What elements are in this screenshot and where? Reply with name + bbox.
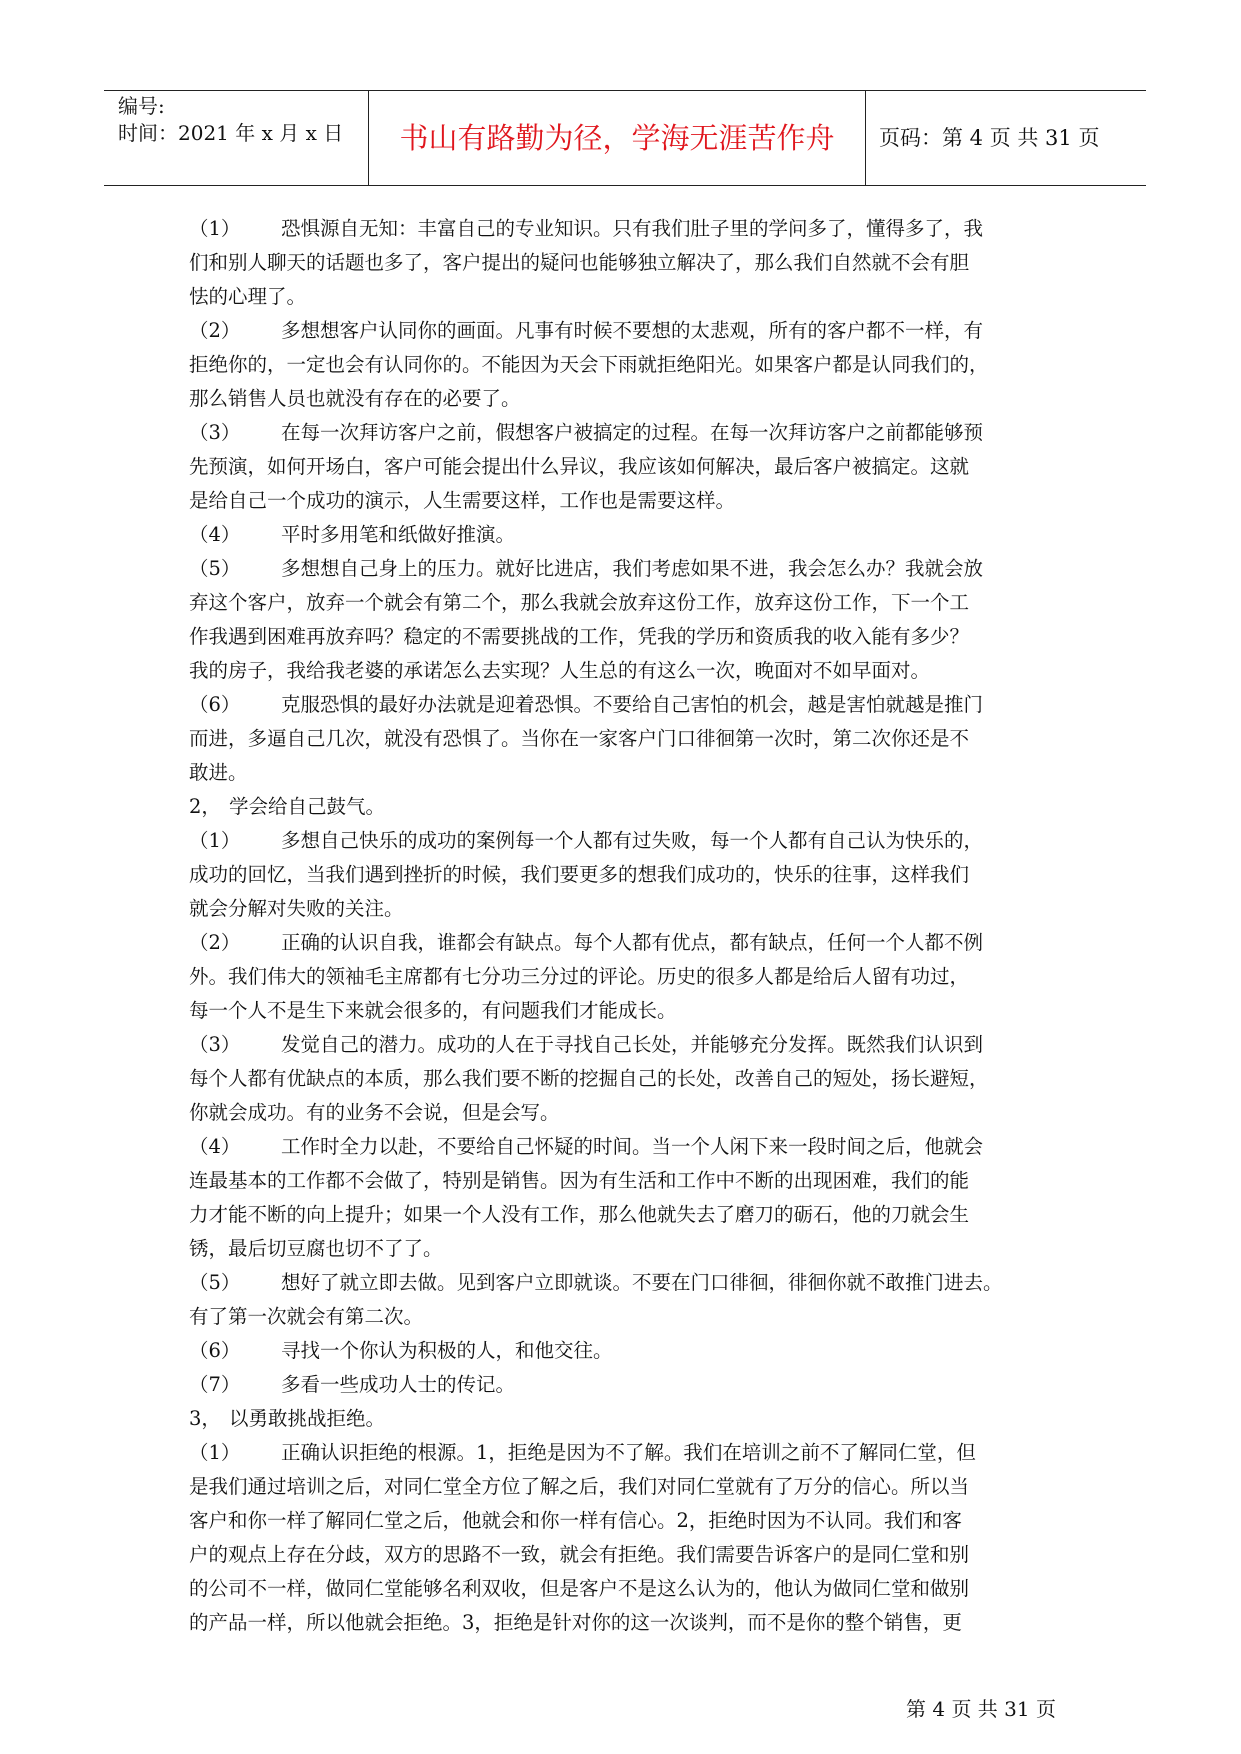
item-number: （4） bbox=[189, 1135, 241, 1158]
item-number: （1） bbox=[189, 829, 241, 852]
paragraph-text: 的公司不一样，做同仁堂能够名利双收，但是客户不是这么认为的，他认为做同仁堂和做别 bbox=[189, 1577, 970, 1600]
paragraph-text: 们和别人聊天的话题也多了，客户提出的疑问也能够独立解决了，那么我们自然就不会有胆 bbox=[189, 251, 970, 274]
text-line bbox=[189, 790, 1061, 824]
text-line bbox=[189, 994, 1061, 1028]
paragraph-text: 而进，多逼自己几次，就没有恐惧了。当你在一家客户门口徘徊第一次时，第二次你还是不 bbox=[189, 727, 970, 750]
header-motto-cell bbox=[368, 91, 866, 185]
document-header bbox=[104, 90, 1146, 186]
paragraph-text: 拒绝你的，一定也会有认同你的。不能因为天会下雨就拒绝阳光。如果客户都是认同我们的， bbox=[189, 353, 989, 376]
text-line bbox=[189, 926, 1061, 960]
text-line bbox=[189, 1096, 1061, 1130]
text-line bbox=[189, 1334, 1061, 1368]
paragraph-text: 就会分解对失败的关注。 bbox=[189, 897, 404, 920]
paragraph-text: 户的观点上存在分歧，双方的思路不一致，就会有拒绝。我们需要告诉客户的是同仁堂和别 bbox=[189, 1543, 970, 1566]
paragraph-text: 力才能不断的向上提升；如果一个人没有工作，那么他就失去了磨刀的砺石，他的刀就会生 bbox=[189, 1203, 970, 1226]
paragraph-text: 你就会成功。有的业务不会说，但是会写。 bbox=[189, 1101, 560, 1124]
paragraph-text: 正确认识拒绝的根源。1，拒绝是因为不了解。我们在培训之前不了解同仁堂，但 bbox=[281, 1441, 976, 1464]
text-line bbox=[189, 1198, 1061, 1232]
paragraph-text: 我的房子，我给我老婆的承诺怎么去实现？人生总的有这么一次，晚面对不如早面对。 bbox=[189, 659, 931, 682]
paragraph-text: 在每一次拜访客户之前，假想客户被搞定的过程。在每一次拜访客户之前都能够预 bbox=[281, 421, 984, 444]
item-number: （7） bbox=[189, 1373, 241, 1396]
text-line bbox=[189, 552, 1061, 586]
paragraph-text: 寻找一个你认为积极的人，和他交往。 bbox=[281, 1339, 613, 1362]
paragraph-text: 多想想自己身上的压力。就好比进店，我们考虑如果不进，我会怎么办？我就会放 bbox=[281, 557, 984, 580]
item-number: （4） bbox=[189, 523, 241, 546]
paragraph-text: 每个人都有优缺点的本质，那么我们要不断的挖掘自己的长处，改善自己的短处，扬长避短， bbox=[189, 1067, 989, 1090]
header-motto: 书山有路勤为径，学海无涯苦作舟 bbox=[399, 121, 835, 155]
text-line bbox=[189, 1062, 1061, 1096]
paragraph-text: 成功的回忆，当我们遇到挫折的时候，我们要更多的想我们成功的，快乐的往事，这样我们 bbox=[189, 863, 970, 886]
paragraph-text: 克服恐惧的最好办法就是迎着恐惧。不要给自己害怕的机会，越是害怕就越是推门 bbox=[281, 693, 984, 716]
paragraph-text: 是我们通过培训之后，对同仁堂全方位了解之后，我们对同仁堂就有了万分的信心。所以当 bbox=[189, 1475, 970, 1498]
paragraph-text: 那么销售人员也就没有存在的必要了。 bbox=[189, 387, 521, 410]
text-line bbox=[189, 212, 1061, 246]
text-line bbox=[189, 722, 1061, 756]
paragraph-text: 先预演，如何开场白，客户可能会提出什么异议，我应该如何解决，最后客户被搞定。这就 bbox=[189, 455, 970, 478]
text-line bbox=[189, 756, 1061, 790]
text-line bbox=[189, 1232, 1061, 1266]
document-body bbox=[189, 212, 1061, 1640]
doc-time-label: 时间：2021 年 x 月 x 日 bbox=[118, 121, 344, 145]
text-line bbox=[189, 1504, 1061, 1538]
paragraph-text: 发觉自己的潜力。成功的人在于寻找自己长处，并能够充分发挥。既然我们认识到 bbox=[281, 1033, 984, 1056]
paragraph-text: 正确的认识自我，谁都会有缺点。每个人都有优点，都有缺点，任何一个人都不例 bbox=[281, 931, 984, 954]
text-line bbox=[189, 1436, 1061, 1470]
paragraph-text: 客户和你一样了解同仁堂之后，他就会和你一样有信心。2，拒绝时因为不认同。我们和客 bbox=[189, 1509, 962, 1532]
text-line bbox=[189, 280, 1061, 314]
text-line bbox=[189, 586, 1061, 620]
text-line bbox=[189, 1266, 1061, 1300]
text-line bbox=[189, 1164, 1061, 1198]
section-number: 3， bbox=[189, 1407, 221, 1430]
section-number: 2， bbox=[189, 795, 221, 818]
text-line bbox=[189, 518, 1061, 552]
text-line bbox=[189, 960, 1061, 994]
text-line bbox=[189, 1572, 1061, 1606]
text-line bbox=[189, 1130, 1061, 1164]
text-line bbox=[189, 892, 1061, 926]
paragraph-text: 每一个人不是生下来就会很多的，有问题我们才能成长。 bbox=[189, 999, 677, 1022]
item-number: （2） bbox=[189, 319, 241, 342]
paragraph-text: 连最基本的工作都不会做了，特别是销售。因为有生活和工作中不断的出现困难，我们的能 bbox=[189, 1169, 970, 1192]
paragraph-text: 多想自己快乐的成功的案例每一个人都有过失败，每一个人都有自己认为快乐的， bbox=[281, 829, 984, 852]
page-footer: 第 4 页 共 31 页 bbox=[906, 1697, 1056, 1721]
paragraph-text: 怯的心理了。 bbox=[189, 285, 307, 308]
header-page-label: 页码：第 4 页 共 31 页 bbox=[879, 126, 1100, 150]
text-line bbox=[189, 416, 1061, 450]
paragraph-text: 作我遇到困难再放弃吗？稳定的不需要挑战的工作，凭我的学历和资质我的收入能有多少？ bbox=[189, 625, 970, 648]
item-number: （1） bbox=[189, 217, 241, 240]
paragraph-text: 多想想客户认同你的画面。凡事有时候不要想的太悲观，所有的客户都不一样，有 bbox=[281, 319, 984, 342]
paragraph-text: 有了第一次就会有第二次。 bbox=[189, 1305, 424, 1328]
text-line bbox=[189, 620, 1061, 654]
paragraph-text: 弃这个客户，放弃一个就会有第二个，那么我就会放弃这份工作，放弃这份工作，下一个工 bbox=[189, 591, 970, 614]
paragraph-text: 多看一些成功人士的传记。 bbox=[281, 1373, 516, 1396]
text-line bbox=[189, 246, 1061, 280]
text-line bbox=[189, 858, 1061, 892]
text-line bbox=[189, 314, 1061, 348]
paragraph-text: 平时多用笔和纸做好推演。 bbox=[281, 523, 516, 546]
text-line bbox=[189, 1028, 1061, 1062]
item-number: （3） bbox=[189, 421, 241, 444]
text-line bbox=[189, 688, 1061, 722]
paragraph-text: 的产品一样，所以他就会拒绝。3，拒绝是针对你的这一次谈判，而不是你的整个销售，更 bbox=[189, 1611, 962, 1634]
text-line bbox=[189, 484, 1061, 518]
text-line bbox=[189, 824, 1061, 858]
text-line bbox=[189, 450, 1061, 484]
text-line bbox=[189, 1606, 1061, 1640]
text-line bbox=[189, 654, 1061, 688]
text-line bbox=[189, 1402, 1061, 1436]
text-line bbox=[189, 1300, 1061, 1334]
doc-number-label: 编号: bbox=[118, 94, 165, 118]
item-number: （5） bbox=[189, 1271, 241, 1294]
item-number: （6） bbox=[189, 693, 241, 716]
section-heading: 学会给自己鼓气。 bbox=[229, 795, 386, 818]
item-number: （5） bbox=[189, 557, 241, 580]
header-meta-cell bbox=[104, 91, 368, 185]
text-line bbox=[189, 1368, 1061, 1402]
text-line bbox=[189, 382, 1061, 416]
text-line bbox=[189, 348, 1061, 382]
paragraph-text: 恐惧源自无知：丰富自己的专业知识。只有我们肚子里的学问多了，懂得多了，我 bbox=[281, 217, 984, 240]
paragraph-text: 敢进。 bbox=[189, 761, 248, 784]
paragraph-text: 外。我们伟大的领袖毛主席都有七分功三分过的评论。历史的很多人都是给后人留有功过， bbox=[189, 965, 970, 988]
item-number: （1） bbox=[189, 1441, 241, 1464]
item-number: （2） bbox=[189, 931, 241, 954]
item-number: （6） bbox=[189, 1339, 241, 1362]
paragraph-text: 是给自己一个成功的演示，人生需要这样，工作也是需要这样。 bbox=[189, 489, 736, 512]
item-number: （3） bbox=[189, 1033, 241, 1056]
text-line bbox=[189, 1538, 1061, 1572]
paragraph-text: 锈，最后切豆腐也切不了了。 bbox=[189, 1237, 443, 1260]
header-page-cell bbox=[865, 91, 1146, 185]
section-heading: 以勇敢挑战拒绝。 bbox=[229, 1407, 386, 1430]
paragraph-text: 工作时全力以赴，不要给自己怀疑的时间。当一个人闲下来一段时间之后，他就会 bbox=[281, 1135, 984, 1158]
text-line bbox=[189, 1470, 1061, 1504]
paragraph-text: 想好了就立即去做。见到客户立即就谈。不要在门口徘徊，徘徊你就不敢推门进去。 bbox=[281, 1271, 1003, 1294]
